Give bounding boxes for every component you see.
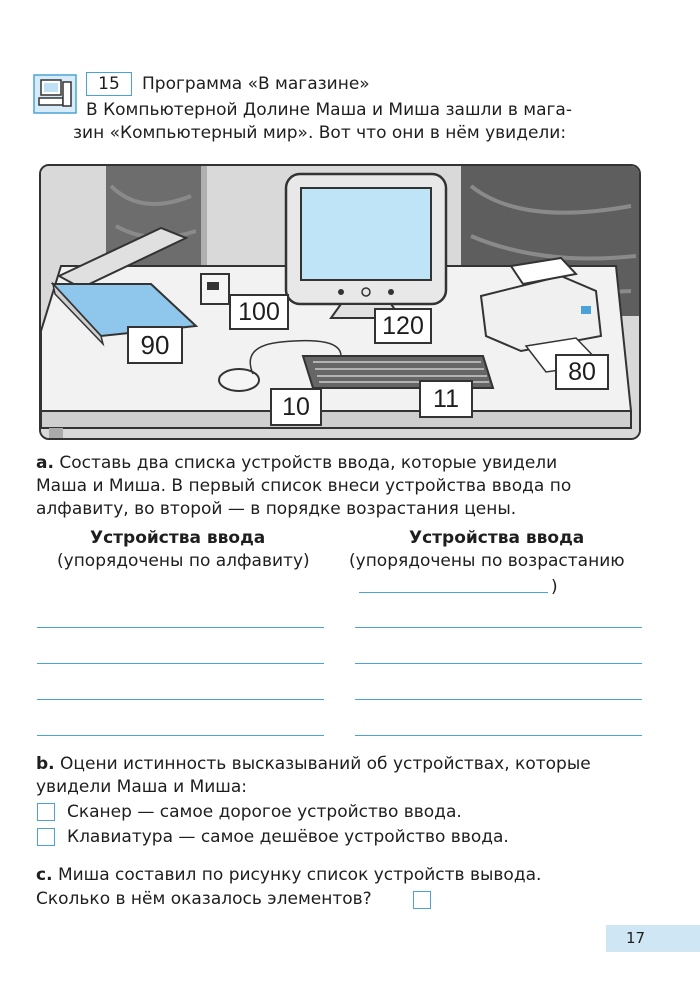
computer-task-icon <box>33 74 77 114</box>
page-number-tab <box>606 925 700 952</box>
statement-2-checkbox[interactable] <box>37 828 55 846</box>
answer-line-left-1[interactable] <box>37 627 324 628</box>
column-2-close-paren: ) <box>551 577 558 597</box>
task-number: 15 <box>98 74 120 94</box>
column-2-header-line[interactable] <box>359 592 548 593</box>
answer-line-right-1[interactable] <box>355 627 642 628</box>
part-a-line-3: алфавиту, во второй — в порядке возрастания цены. <box>36 499 517 519</box>
answer-line-left-2[interactable] <box>37 663 324 664</box>
price-tag-printer: 80 <box>555 354 609 390</box>
part-c-line-1 <box>36 863 541 887</box>
answer-line-right-2[interactable] <box>355 663 642 664</box>
statement-2-text: Клавиатура — самое дешёвое устройство ввода. <box>67 827 509 847</box>
part-c-letter: c. <box>36 865 53 885</box>
part-b-line-2: увидели Маша и Миша: <box>36 777 247 797</box>
part-c-line-2: Сколько в нём оказалось элементов? <box>36 889 372 909</box>
column-1-subheading: (упорядочены по алфавиту) <box>57 551 310 571</box>
intro-line-2: зин «Компьютерный мир». Вот что они в нём увидели: <box>73 123 567 143</box>
price-tag-webcam: 100 <box>229 294 289 330</box>
answer-line-right-3[interactable] <box>355 699 642 700</box>
statement-1-text: Сканер — самое дорогое устройство ввода. <box>67 802 462 822</box>
answer-count-box[interactable] <box>413 891 431 909</box>
part-b-letter: b. <box>36 754 55 774</box>
price-tag-scanner: 90 <box>127 326 183 364</box>
computer-shop-illustration <box>39 164 641 440</box>
part-b-text-1: Оцени истинность высказываний об устройствах, которые <box>60 754 591 774</box>
task-title: Программа «В магазине» <box>142 74 370 94</box>
part-c-text-1: Миша составил по рисунку список устройств вывода. <box>57 865 542 885</box>
answer-line-left-4[interactable] <box>37 735 324 736</box>
column-2-subheading: (упорядочены по возрастанию <box>349 551 625 571</box>
price-tag-keyboard: 11 <box>419 380 473 418</box>
price-tag-monitor: 120 <box>374 308 432 344</box>
part-a-text-1: Составь два списка устройств ввода, которые увидели <box>59 453 558 473</box>
part-a-letter: a. <box>36 453 54 473</box>
statement-1-checkbox[interactable] <box>37 803 55 821</box>
answer-line-right-4[interactable] <box>355 735 642 736</box>
page-number: 17 <box>626 929 646 947</box>
column-1-heading: Устройства ввода <box>90 528 266 548</box>
part-a-line-2: Маша и Миша. В первый список внеси устройства ввода по <box>36 476 572 496</box>
column-2-heading: Устройства ввода <box>409 528 585 548</box>
price-tag-mouse: 10 <box>270 388 322 426</box>
task-number-badge <box>86 72 132 96</box>
intro-line-1: В Компьютерной Долине Маша и Миша зашли в мага- <box>86 100 572 120</box>
answer-line-left-3[interactable] <box>37 699 324 700</box>
part-b-line-1 <box>36 752 591 776</box>
part-a-line-1 <box>36 451 557 475</box>
